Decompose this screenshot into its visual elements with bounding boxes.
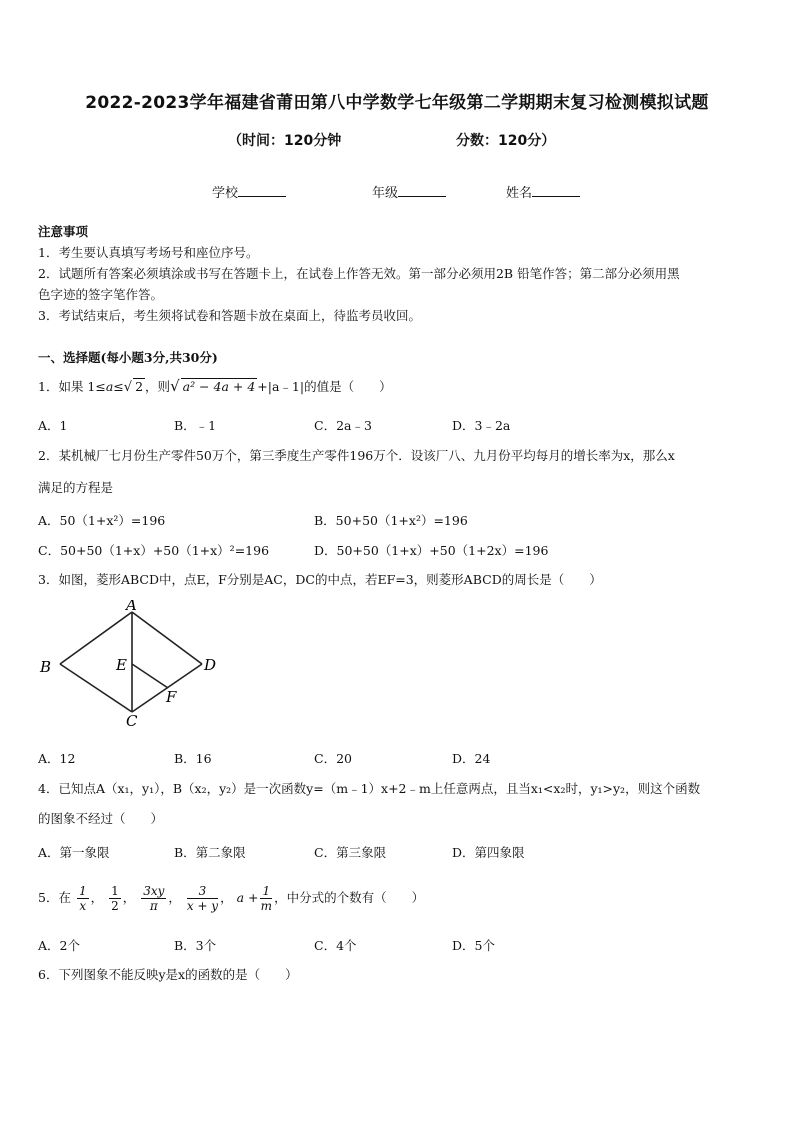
notice-item: 1．考生要认真填写考场号和座位序号。 [38,245,259,260]
option-b: B．3个 [174,938,217,953]
option-d: D．第四象限 [452,845,525,860]
name-blank [532,184,580,197]
label-b: B [40,658,52,676]
option-b: B．﹣1 [174,418,217,433]
option-a: A．1 [38,418,68,433]
fraction: $\frac{1}{x}$ [78,884,87,913]
question-4-cont: 的图象不经过（ ） [38,811,164,826]
grade-field: 年级 [372,182,446,201]
fraction: $\frac{3}{x + y}$ [186,884,219,913]
option-d: D．24 [452,751,491,766]
option-a: A．50（1+x²）=196 [38,513,166,528]
exam-time: （时间：120分钟 [228,133,342,149]
question-6: 6．下列图象不能反映y是x的函数的是（ ） [38,967,298,982]
option-d: D．50+50（1+x）+50（1+2x）=196 [314,543,549,558]
notice-heading: 注意事项 [38,224,89,239]
question-2-cont: 满足的方程是 [38,480,114,495]
question-1: 1．如果 1≤a≤√ 2 ，则√ a² − 4a + 4 +|a﹣1|的值是（ ） [38,377,392,395]
notice-item: 色字迹的签字笔作答。 [38,287,164,302]
option-b: B．第二象限 [174,845,246,860]
option-c: C．20 [314,751,352,766]
label-d: D [204,656,217,674]
option-c: C．4个 [314,938,357,953]
label-c: C [126,712,138,730]
school-field: 学校 [212,182,286,201]
question-4: 4．已知点A（x₁，y₁），B（x₂，y₂）是一次函数y=（m﹣1）x+2﹣m上任意两点，且当x₁<x₂时，y₁>y₂，则这个函数 [38,781,701,796]
option-a: A．第一象限 [38,845,110,860]
name-field: 姓名 [506,182,580,201]
school-blank [238,184,286,197]
exam-score: 分数：120分） [456,133,556,149]
label-e: E [116,656,127,674]
option-b: B．16 [174,751,212,766]
question-2: 2．某机械厂七月份生产零件50万个，第三季度生产零件196万个．设该厂八、九月份平均每月的增长率为x，那么x [38,448,675,463]
label-f: F [166,688,177,706]
label-a: A [126,600,137,614]
question-5: 5．在 $\frac{1}{x}$ ， $\frac{1}{2}$ ， $\frac{3xy}{\pi}$ ， $\frac{3}{x + y}$ ， a + $\frac{1}{m}$ ，中分式的个数有（ ） [38,884,425,913]
fraction: $\frac{3xy}{\pi}$ [143,884,165,913]
option-d: D．3﹣2a [452,418,511,433]
option-c: C．50+50（1+x）+50（1+x）²=196 [38,543,270,558]
grade-blank [398,184,446,197]
fraction: $\frac{1}{2}$ [111,884,119,913]
section-heading: 一、选择题(每小题3分,共30分) [38,350,218,365]
option-c: C．2a﹣3 [314,418,372,433]
notice-item: 3．考试结束后，考生须将试卷和答题卡放在桌面上，待监考员收回。 [38,308,421,323]
option-a: A．12 [38,751,76,766]
fraction: $\frac{1}{m}$ [260,884,272,913]
page-title: 2022-2023学年福建省莆田第八中学数学七年级第二学期期末复习检测模拟试题 [85,93,709,113]
option-a: A．2个 [38,938,80,953]
rhombus-figure [36,600,226,730]
notice-item: 2．试题所有答案必须填涂或书写在答题卡上，在试卷上作答无效。第一部分必须用2B 铅笔作答；第二部分必须用黑 [38,266,680,281]
option-b: B．50+50（1+x²）=196 [314,513,468,528]
option-c: C．第三象限 [314,845,387,860]
question-3: 3．如图，菱形ABCD中，点E，F分别是AC，DC的中点，若EF=3，则菱形ABCD的周长是（ ） [38,572,602,587]
option-d: D．5个 [452,938,495,953]
